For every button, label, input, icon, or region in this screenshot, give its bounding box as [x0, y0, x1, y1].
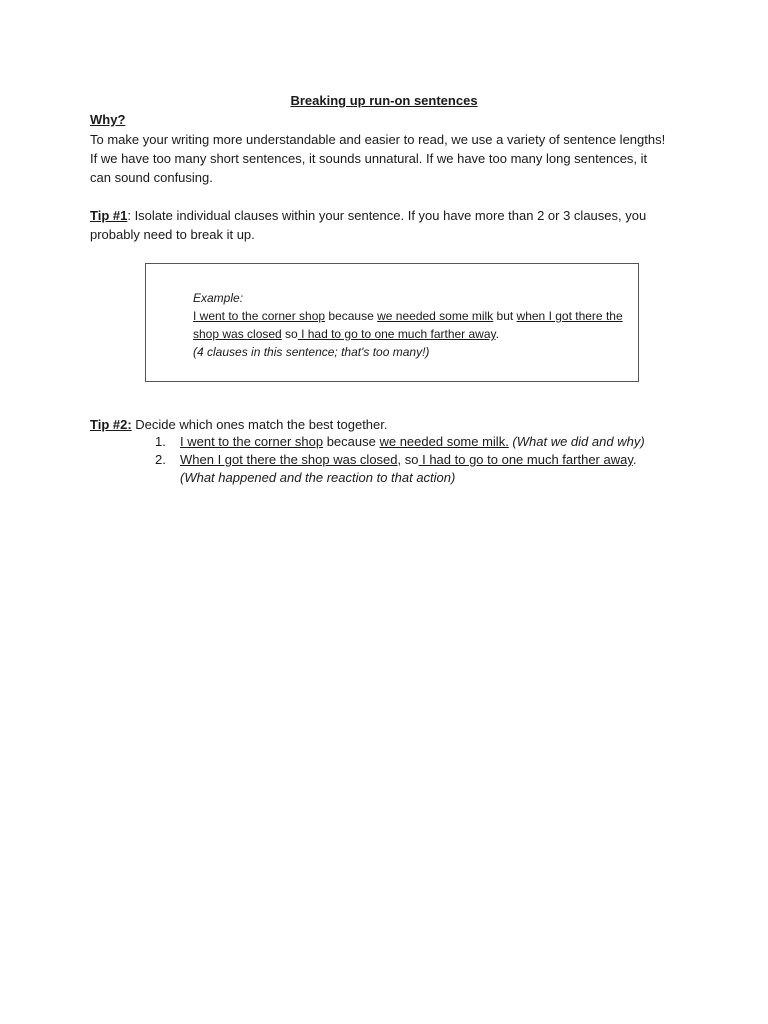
- tip-1-paragraph: [90, 206, 670, 244]
- example-box: [145, 263, 639, 382]
- example-clause-3: when I got there the shop was closed: [193, 309, 623, 341]
- example-label: Example:: [193, 291, 244, 305]
- example-clause-4: I had to go to one much farther away: [297, 327, 496, 341]
- example-content: [193, 289, 633, 361]
- list-item: [155, 433, 715, 451]
- example-end: .: [495, 327, 499, 341]
- intro-paragraph: To make your writing more understandable and easier to read, we use a variety of sentence lengths! If we have too many short sentences, it sounds unnatural. If we have too many long sentences, it can sound confusing.: [90, 132, 666, 185]
- example-clause-1: I went to the corner shop: [193, 309, 326, 323]
- list-item-body: [180, 451, 715, 487]
- list-item-clause-1: When I got there the shop was closed,: [180, 452, 402, 467]
- example-join-1: because: [325, 309, 378, 323]
- tip-2-paragraph: [90, 415, 388, 434]
- tip-1-label: Tip #1: [90, 208, 128, 223]
- list-item-note: (What we did and why): [508, 434, 645, 449]
- example-join-2: but: [493, 309, 517, 323]
- example-sentence: [193, 307, 633, 343]
- list-item-number: 2.: [155, 452, 166, 467]
- example-clause-2: we needed some milk: [377, 309, 494, 323]
- why-heading: Why?: [90, 112, 126, 127]
- list-item-note: (What happened and the reaction to that action): [180, 470, 456, 485]
- list-item-join: so: [401, 452, 419, 467]
- list-item: [155, 451, 715, 487]
- list-item-number: 1.: [155, 434, 166, 449]
- tip-2-label: Tip #2:: [90, 417, 132, 432]
- example-note: (4 clauses in this sentence; that's too many!): [193, 345, 430, 359]
- list-item-clause-2: I had to go to one much farther away: [418, 452, 633, 467]
- list-item-clause-1: I went to the corner shop: [180, 434, 324, 449]
- list-item-join: because: [323, 434, 380, 449]
- page-title: Breaking up run-on sentences: [290, 93, 478, 108]
- example-join-3: so: [281, 327, 298, 341]
- tip-1-text: : Isolate individual clauses within your sentence. If you have more than 2 or 3 clauses, you probably need to break it up.: [90, 208, 647, 242]
- tip-2-list: [155, 433, 715, 487]
- list-item-end: .: [632, 452, 637, 467]
- list-item-clause-2: we needed some milk.: [379, 434, 509, 449]
- tip-2-text: Decide which ones match the best together.: [131, 417, 388, 432]
- list-item-body: [180, 433, 715, 451]
